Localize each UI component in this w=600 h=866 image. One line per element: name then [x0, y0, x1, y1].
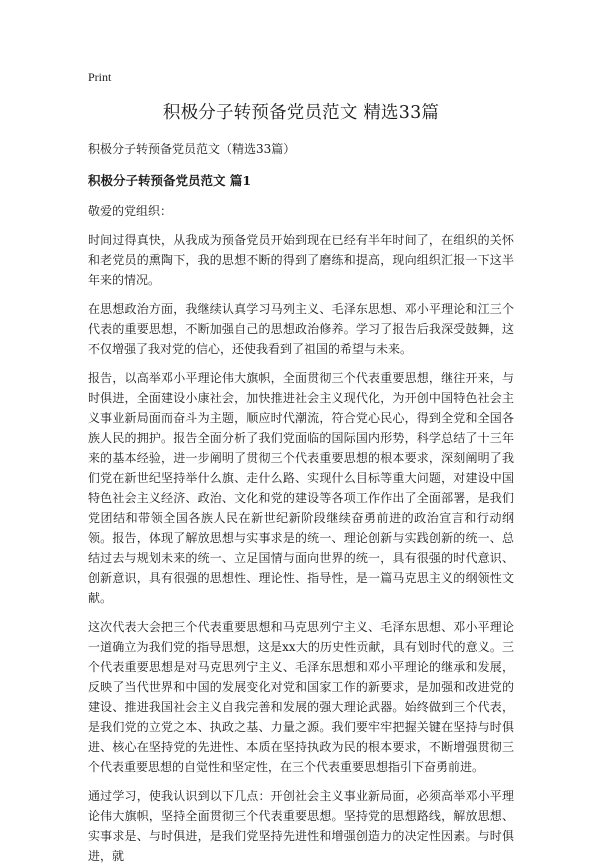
- body-paragraph: 报告，以高举邓小平理论伟大旗帜，全面贯彻三个代表重要思想，继往开来，与时俱进，全面建设小康社会，加快推进社会主义现代化，为开创中国特色社会主义事业新局面而奋斗为主题，顺应时代潮流，符合党心民心，得到全党和全国各族人民的拥护。报告全面分析了我们党面临的国际国内形势，科学总结了十三年来的基本经验，进一步阐明了贯彻三个代表重要思想的根本要求，深刻阐明了我们党在新世纪坚持举什么旗、走什么路、实现什么目标等重大问题，对建设中国特色社会主义经济、政治、文化和党的建设等各项工作作出了全面部署，是我们党团结和带领全国各族人民在新世纪新阶段继续奋勇前进的政治宣言和行动纲领。报告，体现了解放思想与实事求是的统一、理论创新与实践创新的统一、总结过去与规划未来的统一、立足国情与面向世界的统一，具有很强的时代意识、创新意识，具有很强的思想性、理论性、指导性，是一篇马克思主义的纲领性文献。: [88, 371, 514, 605]
- document-subtitle: 积极分子转预备党员范文（精选33篇）: [88, 142, 296, 156]
- salutation: 敬爱的党组织：: [88, 204, 173, 218]
- body-paragraph: 在思想政治方面，我继续认真学习马列主义、毛泽东思想、邓小平理论和江三个代表的重要思想，不断加强自己的思想政治修养。学习了报告后我深受鼓舞，这不仅增强了我对党的信心，还使我看到了祖国的希望与未来。: [88, 302, 514, 356]
- section-heading: 积极分子转预备党员范文 篇1: [88, 173, 252, 188]
- page-title: 积极分子转预备党员范文 精选33篇: [162, 103, 440, 123]
- body-paragraph: 这次代表大会把三个代表重要思想和马克思列宁主义、毛泽东思想、邓小平理论一道确立为我们党的指导思想，这是xx大的历史性贡献，具有划时代的意义。三个代表重要思想是对马克思列宁主义、毛泽东思想和邓小平理论的继承和发展，反映了当代世界和中国的发展变化对党和国家工作的新要求，是加强和改进党的建设、推进我国社会主义自我完善和发展的强大理论武器。始终做到三个代表，是我们党的立党之本、执政之基、力量之源。我们要牢牢把握关键在坚持与时俱进、核心在坚持党的先进性、本质在坚持执政为民的根本要求，不断增强贯彻三个代表重要思想的自觉性和坚定性，在三个代表重要思想指引下奋勇前进。: [88, 620, 514, 774]
- print-link[interactable]: Print: [88, 70, 112, 84]
- body-paragraph: 时间过得真快，从我成为预备党员开始到现在已经有半年时间了，在组织的关怀和老党员的熏陶下，我的思想不断的得到了磨练和提高，现向组织汇报一下这半年来的情况。: [88, 233, 514, 287]
- body-paragraph: 通过学习，使我认识到以下几点：开创社会主义事业新局面，必须高举邓小平理论伟大旗帜，坚持全面贯彻三个代表重要思想。坚持党的思想路线，解放思想、实事求是、与时俱进，是我们党坚持先进性和增强创造力的决定性因素。与时俱进，就: [88, 789, 514, 863]
